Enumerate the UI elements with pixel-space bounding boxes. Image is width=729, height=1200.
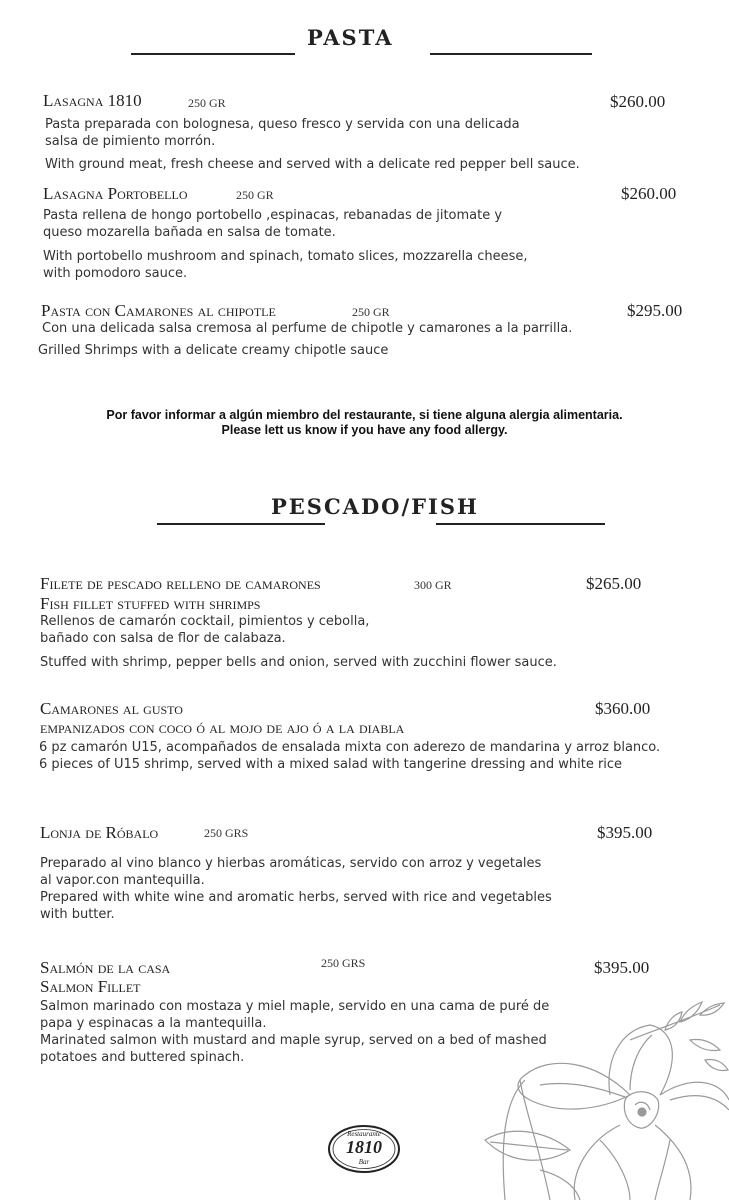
menu-item-description: Preparado al vino blanco y hierbas aromáticas, servido con arroz y vegetales al vapor.con mantequilla. Prepared with white wine and aromatic herbs, served with rice and vegetables with butter. (40, 856, 552, 922)
menu-item-weight: 250 GR (352, 305, 390, 319)
menu-item-name: Pasta con Camarones al chipotle (41, 301, 276, 320)
menu-item-price: $395.00 (594, 958, 650, 977)
menu-item-name-en: Fish fillet stuffed with shrimps (40, 594, 261, 613)
menu-item-description-en: With ground meat, fresh cheese and served with a delicate red pepper bell sauce. (45, 157, 580, 172)
fish-section-title: PESCADO/FISH (271, 494, 479, 519)
menu-item-description-en: With portobello mushroom and spinach, tomato slices, mozzarella cheese, with pomodoro sauce. (43, 249, 528, 281)
pasta-title-rule-left (131, 53, 295, 55)
allergy-notice-es: Por favor informar a algún miembro del restaurante, si tiene alguna alergia alimentaria. (106, 408, 623, 422)
menu-item-price: $260.00 (621, 184, 677, 203)
menu-item-price: $295.00 (627, 301, 683, 320)
menu-item-description: 6 pz camarón U15, acompañados de ensalada mixta con aderezo de mandarina y arroz blanco. 6 pieces of U15 shrimp, served with a mixed salad with tangerine dressing and white rice (39, 740, 661, 772)
menu-item-name: Camarones al gusto (40, 699, 183, 718)
logo-top-text: Restaurante (347, 1130, 381, 1138)
menu-item-weight: 250 GRS (204, 826, 249, 840)
pasta-section-title: PASTA (307, 25, 394, 50)
menu-item-price: $360.00 (595, 699, 651, 718)
menu-item-description-es: Con una delicada salsa cremosa al perfume de chipotle y camarones a la parrilla. (42, 321, 573, 336)
logo-main-text: 1810 (346, 1137, 382, 1157)
menu-item-description-es: Pasta preparada con bolognesa, queso fresco y servida con una delicada salsa de pimiento morrón. (45, 117, 520, 149)
menu-item-name-sub: empanizados con coco ó al mojo de ajo ó a la diabla (40, 718, 405, 737)
menu-item-weight: 250 GR (188, 96, 226, 110)
menu-item-name: Salmón de la casa (40, 958, 171, 977)
fish-title-rule-right (436, 523, 605, 525)
menu-item-price: $395.00 (597, 823, 653, 842)
fish-title-rule-left (157, 523, 325, 525)
menu-item-description: Salmon marinado con mostaza y miel maple, servido en una cama de puré de papa y espinacas a la mantequilla. Marinated salmon with mustard and maple syrup, served on a bed of mashed potatoes and buttered spinach. (40, 999, 550, 1065)
logo-bottom-text: Bar (358, 1158, 370, 1166)
orchid-illustration (480, 1000, 729, 1200)
menu-item-description-es: Pasta rellena de hongo portobello ,espinacas, rebanadas de jitomate y queso mozarella bañada en salsa de tomate. (43, 208, 503, 240)
menu-item-name: Filete de pescado relleno de camarones (40, 574, 321, 593)
menu-item-description-en: Grilled Shrimps with a delicate creamy chipotle sauce (38, 343, 389, 358)
allergy-notice (0, 408, 729, 438)
allergy-notice-en: Please lett us know if you have any food allergy. (221, 423, 508, 437)
menu-item-name: Lasagna Portobello (43, 184, 188, 203)
menu-item-name-en: Salmon Fillet (40, 977, 141, 996)
menu-item-name: Lasagna 1810 (43, 91, 142, 110)
menu-item-description-es: Rellenos de camarón cocktail, pimientos y cebolla, bañado con salsa de flor de calabaza. (40, 614, 370, 646)
menu-item-name: Lonja de Róbalo (40, 823, 159, 842)
pasta-title-rule-right (430, 53, 592, 55)
menu-item-description-en: Stuffed with shrimp, pepper bells and onion, served with zucchini flower sauce. (40, 655, 557, 670)
menu-item-price: $265.00 (586, 574, 642, 593)
menu-item-weight: 300 GR (414, 578, 452, 592)
menu-item-weight: 250 GRS (321, 956, 366, 970)
restaurant-logo (327, 1124, 401, 1174)
menu-item-price: $260.00 (610, 92, 666, 111)
menu-item-weight: 250 GR (236, 188, 274, 202)
